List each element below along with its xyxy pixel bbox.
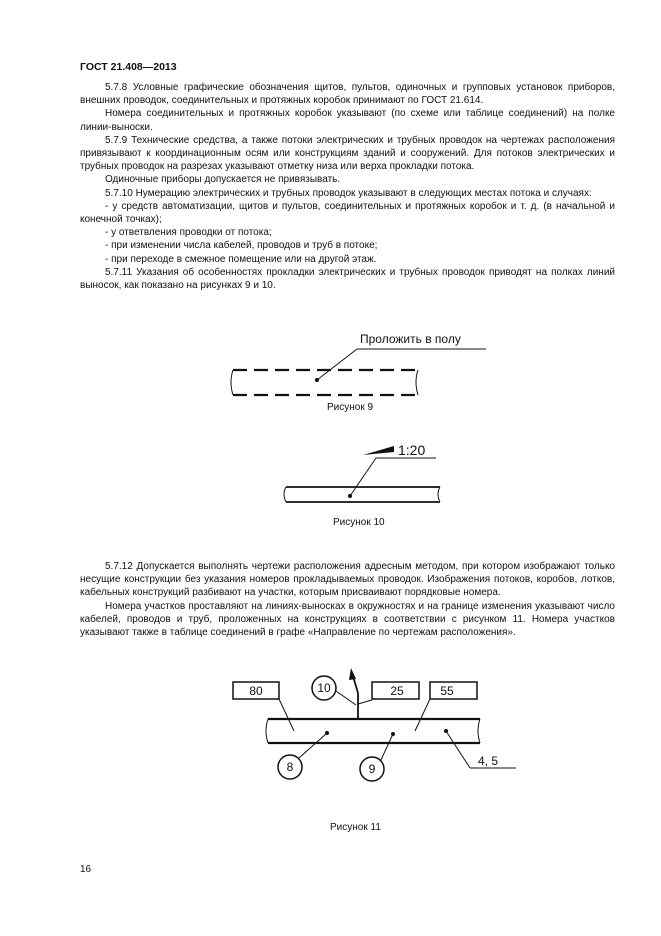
paragraph-single-devices: Одиночные приборы допускается не привязывать. [105,174,341,186]
leader-45 [446,731,470,768]
box-25-label: 25 [390,684,404,698]
leader-line [317,349,357,380]
leader-10 [336,691,356,705]
text-block-middle [80,560,615,639]
break-mark-left [231,370,233,395]
break-mark-right [478,719,480,743]
figure-9-caption: Рисунок 9 [327,402,374,413]
leader-80 [279,699,294,731]
break-mark-right [438,487,440,502]
branch-arrow-icon [349,668,356,680]
figure-10-caption: Рисунок 10 [333,517,385,528]
paragraph-5-7-10: 5.7.10 Нумерацию электрических и трубных проводок указывают в следующих местах потока и случаях: [105,187,592,199]
leader-25 [358,700,372,704]
figure-9-label: Проложить в полу [360,332,461,346]
paragraph-5-7-11: 5.7.11 Указания об особенностях прокладки электрических и трубных проводок приводят на полках линий выносок, как показано на рисунках 9 и 10. [80,266,615,292]
break-mark-left [266,719,268,743]
figure-11-caption: Рисунок 11 [330,822,381,833]
leader-55 [415,699,430,731]
document-code: ГОСТ 21.408—2013 [80,61,177,73]
leader-9 [380,734,393,762]
box-80-label: 80 [249,684,263,698]
break-mark-right [416,370,418,395]
bullet-count-change: - при изменении числа кабелей, проводов и труб в потоке; [105,240,378,252]
circle-10-label: 10 [317,681,331,695]
paragraph-5-7-8: 5.7.8 Условные графические обозначения щитов, пультов, одиночных и групповых установок приборов, внешних проводок, соединительных и протяжных коробок принимают по ГОСТ 21.614. [80,82,615,107]
paragraph-box-numbers: Номера соединительных и протяжных коробок указывают (по схеме или таблице соединений) на полке линии-выноски. [80,108,615,133]
paragraph-section-numbers: Номера участков проставляют на линиях-выносках в окружностях и на границе изменения указывают число кабелей, проводов и труб, проложенных на конструкциях в соответствии с рисунком 11. Номера участков указывают также в таблице соединений в графе «Направление по чертежам расположения». [80,600,615,639]
bullet-branch: - у ответвления проводки от потока; [105,227,272,239]
label-4-5: 4, 5 [478,754,499,768]
break-mark-left [284,487,286,502]
leader-line [350,458,376,496]
figure-10-label: 1:20 [398,442,426,458]
bullet-room-transition: - при переходе в смежное помещение или на другой этаж. [105,253,377,265]
leader-8 [299,733,327,758]
bullet-automation-means: - у средств автоматизации, щитов и пультов, соединительных и протяжных коробок и т. д. (в начальной и конечной точках); [80,200,615,226]
paragraph-5-7-9: 5.7.9 Технические средства, а также потоки электрических и трубных проводок на чертежах расположения привязывают к координационным осям или конструкциям зданий и сооружений. Для потоков электрических и трубных проводок на разрезах указывают отметку низа или верха прокладки потока. [80,134,615,173]
slope-triangle-icon [363,446,394,455]
circle-9-label: 9 [368,762,376,776]
figure-9 [231,332,486,395]
page-number: 16 [80,864,92,875]
figure-10 [284,442,440,502]
circle-8-label: 8 [286,760,294,774]
paragraph-5-7-12: 5.7.12 Допускается выполнять чертежи расположения адресным методом, при котором изображают только несущие конструкции без указания номеров прокладываемых проводок. Изображения потоков, коробов, лотков, кабельных конструкций разбивают на участки, которым присваивают порядковые номера. [80,561,615,599]
figure-11 [233,668,516,781]
box-55-label: 55 [440,684,454,698]
